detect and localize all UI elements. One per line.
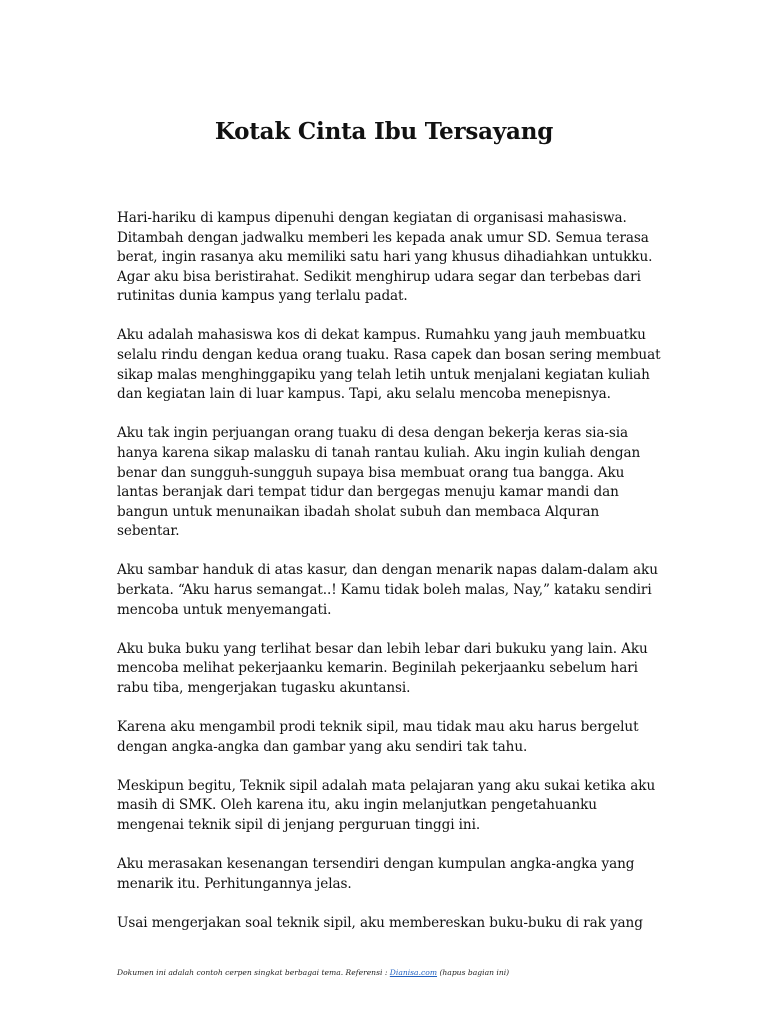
paragraph-9: Usai mengerjakan soal teknik sipil, aku membereskan buku-buku di rak yang [117, 914, 643, 931]
paragraph-7: Meskipun begitu, Teknik sipil adalah mata pelajaran yang aku sukai ketika aku masih di SMK. Oleh karena itu, aku ingin melanjutkan pengetahuanku mengenai teknik sipil di jenjang perguruan tinggi ini. [117, 777, 656, 833]
footer-prefix: Dokumen ini adalah contoh cerpen singkat berbagai tema. Referensi : [117, 968, 390, 977]
paragraph-8: Aku merasakan kesenangan tersendiri dengan kumpulan angka-angka yang menarik itu. Perhitungannya jelas. [117, 855, 635, 892]
paragraph-4: Aku sambar handuk di atas kasur, dan dengan menarik napas dalam-dalam aku berkata. “Aku harus semangat..! Kamu tidak boleh malas, Nay,” kataku sendiri mencoba untuk menyemangati. [117, 562, 658, 618]
story-body [117, 209, 662, 953]
reference-link[interactable]: Dianisa.com [389, 968, 438, 977]
paragraph-1: Hari-hariku di kampus dipenuhi dengan kegiatan di organisasi mahasiswa. Ditambah dengan jadwalku memberi les kepada anak umur SD. Semua terasa berat, ingin rasanya aku memiliki satu hari yang khusus dihadiahkan untukku. Agar aku bisa beristirahat. Sedikit menghirup udara segar dan terbebas dari rutinitas dunia kampus yang terlalu padat. [117, 210, 653, 305]
paragraph-3: Aku tak ingin perjuangan orang tuaku di desa dengan bekerja keras sia-sia hanya karena sikap malasku di tanah rantau kuliah. Aku ingin kuliah dengan benar dan sungguh-sungguh supaya bisa membuat orang tua bangga. Aku lantas beranjak dari tempat tidur dan bergegas menuju kamar mandi dan bangun untuk menunaikan ibadah sholat subuh dan membaca Alquran sebentar. [117, 425, 641, 540]
paragraph-5: Aku buka buku yang terlihat besar dan lebih lebar dari bukuku yang lain. Aku mencoba melihat pekerjaanku kemarin. Beginilah pekerjaanku sebelum hari rabu tiba, mengerjakan tugasku akuntansi. [117, 640, 648, 696]
paragraph-6: Karena aku mengambil prodi teknik sipil, mau tidak mau aku harus bergelut dengan angka-angka dan gambar yang aku sendiri tak tahu. [117, 718, 639, 755]
paragraph-2: Aku adalah mahasiswa kos di dekat kampus. Rumahku yang jauh membuatku selalu rindu dengan kedua orang tuaku. Rasa capek dan bosan sering membuat sikap malas menghinggapiku yang telah letih untuk menjalani kegiatan kuliah dan kegiatan lain di luar kampus. Tapi, aku selalu mencoba menepisnya. [117, 327, 661, 403]
footer-suffix: (hapus bagian ini) [437, 968, 510, 977]
page-title: Kotak Cinta Ibu Tersayang [214, 118, 554, 145]
footer-note [117, 968, 509, 977]
